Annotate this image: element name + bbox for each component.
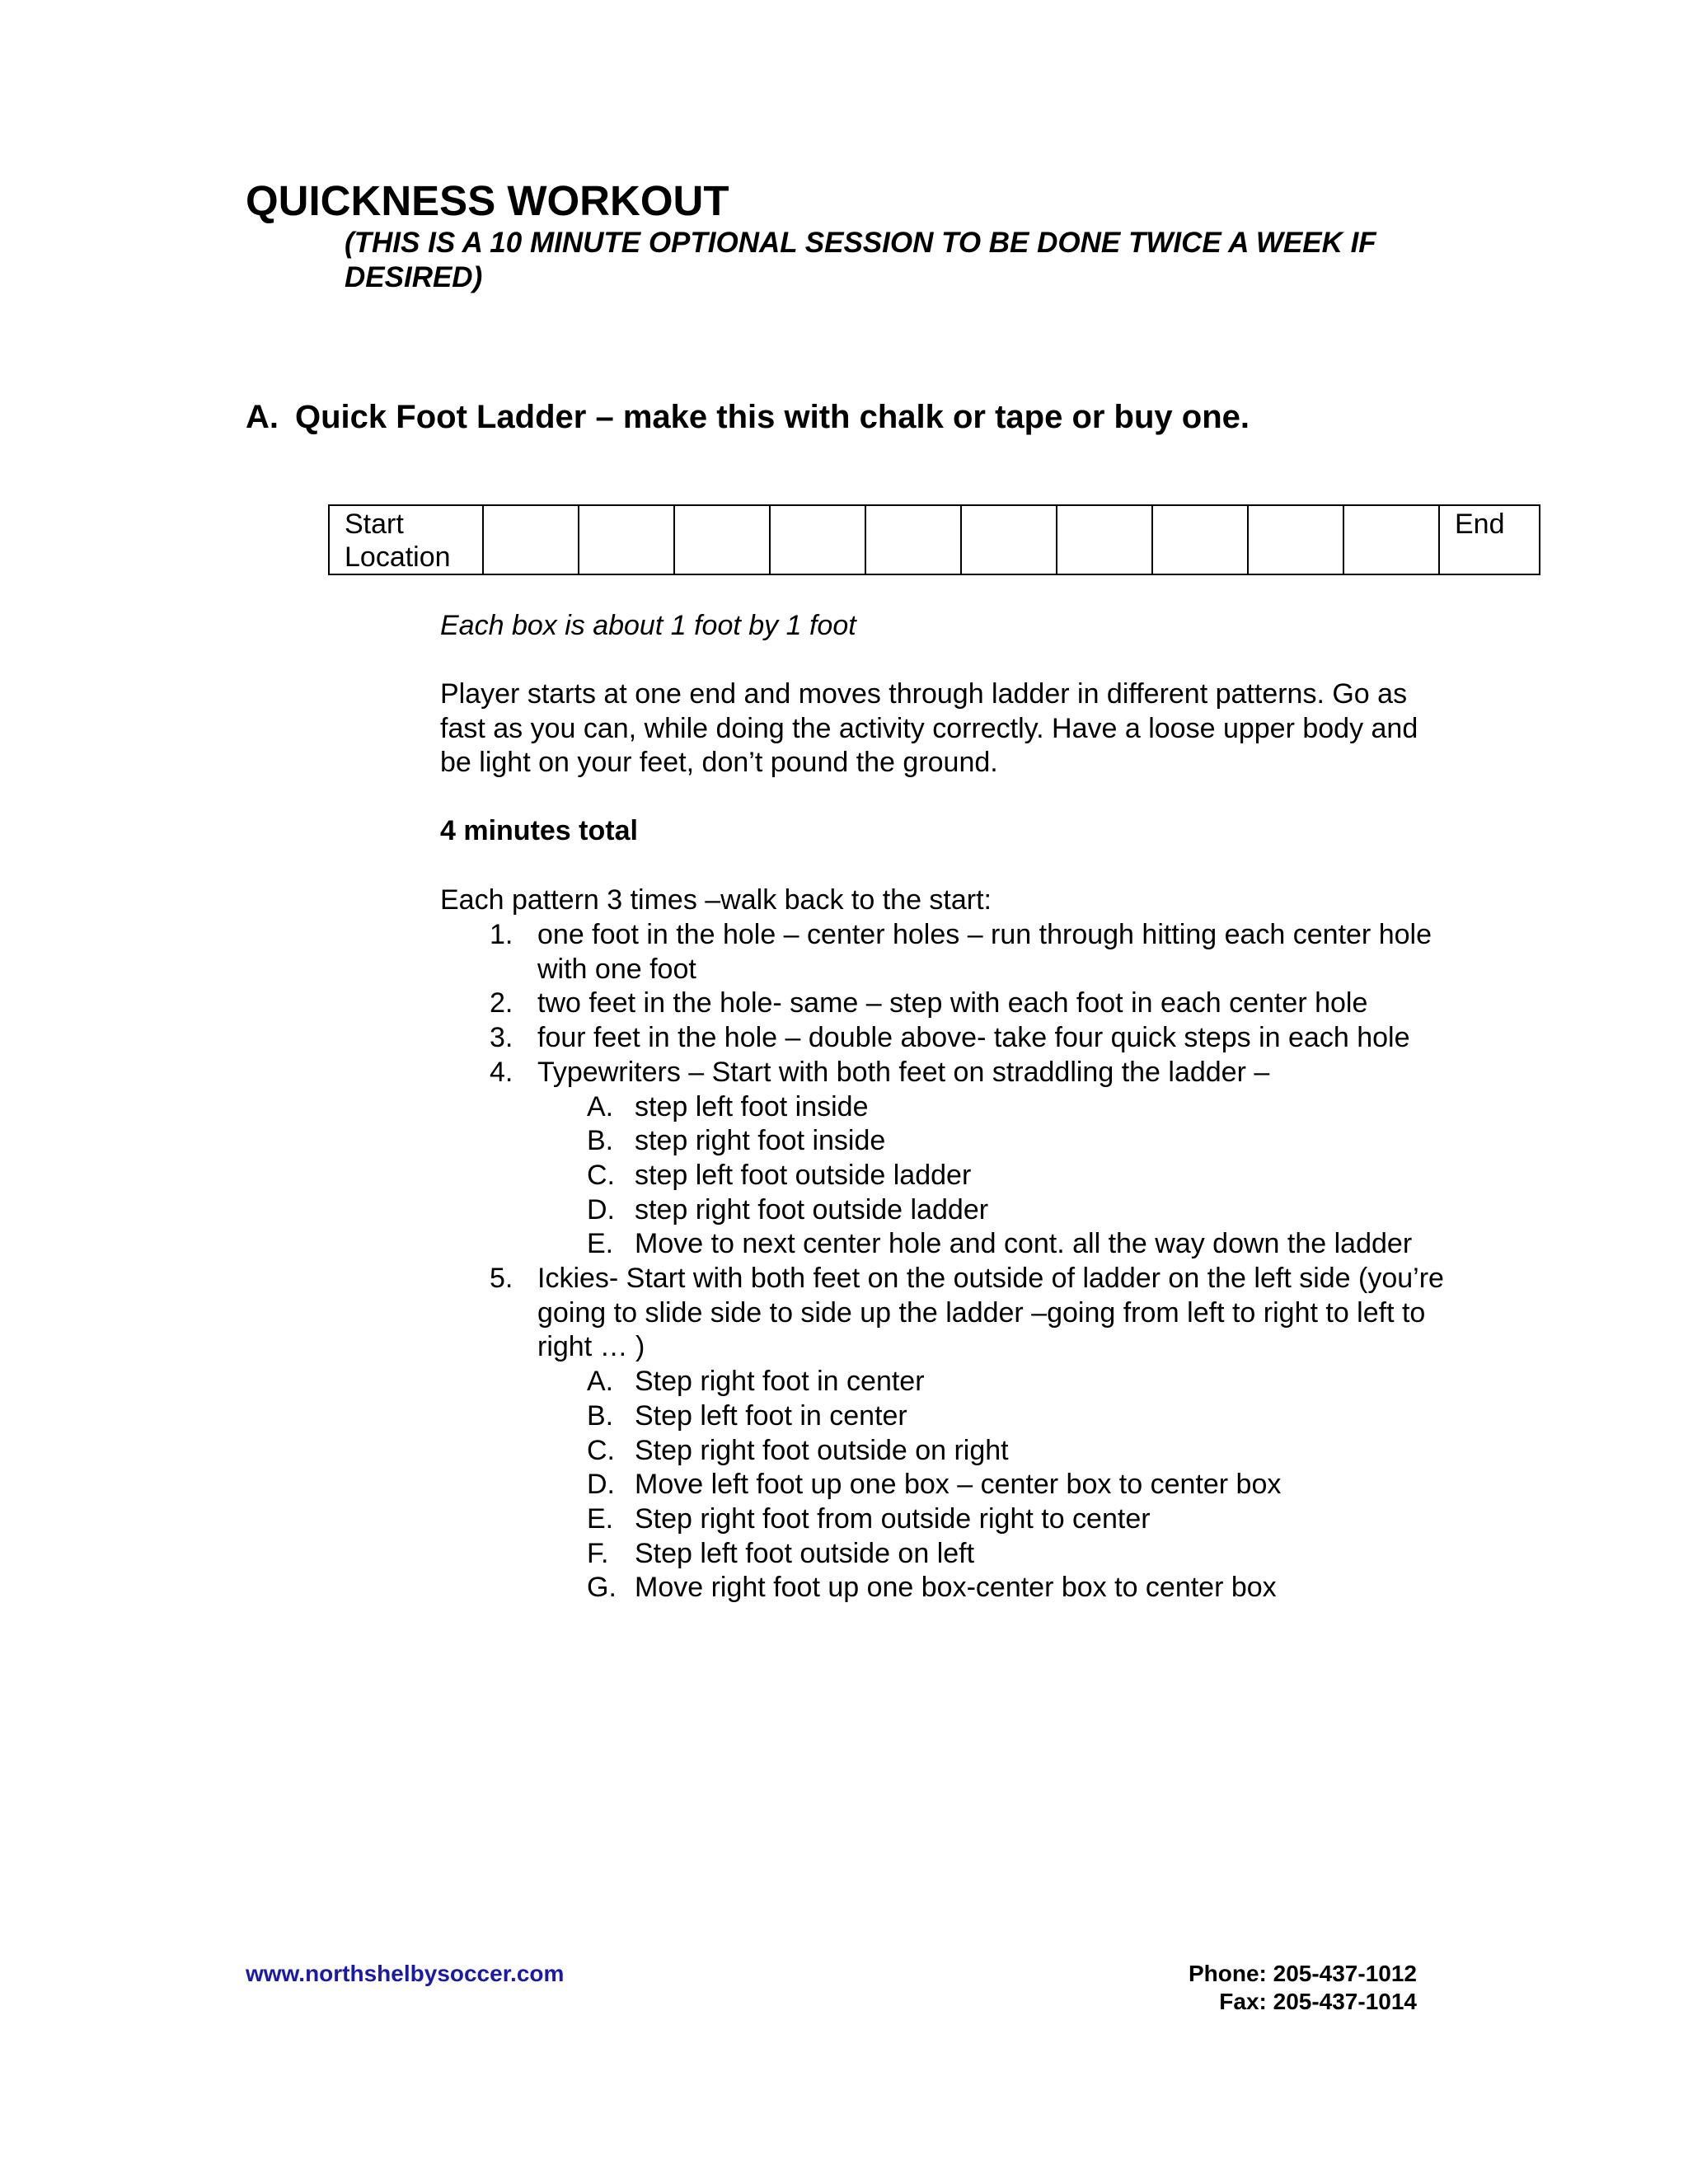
step-item bbox=[537, 1365, 1446, 1399]
pattern-text: Typewriters – Start with both feet on straddling the ladder – bbox=[537, 1056, 1270, 1088]
pattern-text: one foot in the hole – center holes – run through hitting each center hole with one foot bbox=[537, 919, 1432, 985]
step-text: step left foot inside bbox=[635, 1090, 869, 1122]
ladder-box bbox=[579, 505, 674, 574]
intro-paragraph: Player starts at one end and moves through ladder in different patterns. Go as fast as you can, while doing the activity correctly. Have a loose upper body and be light on your feet, don’t pound the ground. bbox=[440, 678, 1418, 779]
ladder-diagram-table bbox=[328, 504, 1540, 575]
page-title: QUICKNESS WORKOUT bbox=[246, 177, 729, 224]
step-letter: D. bbox=[587, 1469, 615, 1501]
step-text: Step right foot from outside right to center bbox=[635, 1502, 1151, 1535]
step-text: Step left foot outside on left bbox=[635, 1537, 975, 1569]
step-item bbox=[537, 1502, 1446, 1537]
step-item bbox=[537, 1159, 1446, 1193]
ladder-box bbox=[1152, 505, 1248, 574]
ladder-box bbox=[961, 505, 1057, 574]
pattern-number: 4. bbox=[490, 1056, 513, 1088]
pattern-item bbox=[440, 1262, 1446, 1605]
pattern-text: Ickies- Start with both feet on the outside of ladder on the left side (you’re going to slide side to side up the ladder –going from left to right to left to right … ) bbox=[537, 1263, 1444, 1363]
footer-phone: Phone: 205-437-1012 bbox=[1188, 1961, 1417, 1986]
step-text: Step right foot in center bbox=[635, 1366, 925, 1398]
step-item bbox=[537, 1227, 1446, 1262]
step-letter: C. bbox=[587, 1159, 615, 1191]
step-text: Step left foot in center bbox=[635, 1399, 907, 1432]
ladder-start-line2: Location bbox=[345, 541, 451, 573]
step-list bbox=[537, 1365, 1446, 1605]
footer-fax: Fax: 205-437-1014 bbox=[1219, 1989, 1417, 2014]
step-letter: E. bbox=[587, 1502, 614, 1535]
ladder-box bbox=[1343, 505, 1439, 574]
step-text: Step right foot outside on right bbox=[635, 1434, 1009, 1466]
duration-text: 4 minutes total bbox=[440, 815, 638, 846]
ladder-box bbox=[770, 505, 865, 574]
step-text: Move right foot up one box-center box to center box bbox=[635, 1572, 1277, 1604]
ladder-start-cell bbox=[329, 505, 483, 574]
step-letter: A. bbox=[587, 1090, 614, 1122]
pattern-item bbox=[440, 918, 1446, 987]
section-marker: A. bbox=[246, 399, 279, 435]
pattern-number: 3. bbox=[490, 1022, 513, 1054]
pattern-number: 5. bbox=[490, 1263, 513, 1295]
footer-website-link[interactable]: www.northshelbysoccer.com bbox=[246, 1961, 565, 1986]
pattern-item bbox=[440, 987, 1446, 1021]
step-item bbox=[537, 1537, 1446, 1572]
ladder-box bbox=[674, 505, 770, 574]
ladder-box bbox=[865, 505, 961, 574]
step-item bbox=[537, 1468, 1446, 1502]
ladder-end-cell: End bbox=[1439, 505, 1540, 574]
pattern-text: four feet in the hole – double above- take four quick steps in each hole bbox=[537, 1022, 1410, 1054]
ladder-box bbox=[1057, 505, 1152, 574]
footer-contact bbox=[1189, 1960, 1417, 2016]
step-letter: C. bbox=[587, 1434, 615, 1466]
step-list bbox=[537, 1090, 1446, 1263]
step-item bbox=[537, 1399, 1446, 1434]
pattern-item bbox=[440, 1056, 1446, 1262]
pattern-item bbox=[440, 1021, 1446, 1056]
page-subtitle: (THIS IS A 10 MINUTE OPTIONAL SESSION TO BE DONE TWICE A WEEK IF DESIRED) bbox=[345, 227, 1376, 293]
ladder-box bbox=[483, 505, 579, 574]
pattern-number: 2. bbox=[490, 987, 513, 1019]
step-letter: B. bbox=[587, 1399, 614, 1432]
pattern-list-intro: Each pattern 3 times –walk back to the start: bbox=[440, 884, 992, 916]
step-text: Move to next center hole and cont. all the way down the ladder bbox=[635, 1228, 1413, 1260]
step-letter: E. bbox=[587, 1228, 614, 1260]
step-item bbox=[537, 1571, 1446, 1605]
pattern-text: two feet in the hole- same – step with each foot in each center hole bbox=[537, 987, 1368, 1019]
step-item bbox=[537, 1090, 1446, 1125]
section-heading-text: Quick Foot Ladder – make this with chalk or tape or buy one. bbox=[295, 399, 1250, 435]
step-letter: G. bbox=[587, 1572, 617, 1604]
step-text: step left foot outside ladder bbox=[635, 1159, 972, 1191]
step-text: Move left foot up one box – center box to center box bbox=[635, 1469, 1282, 1501]
ladder-start-line1: Start bbox=[345, 509, 404, 540]
step-item bbox=[537, 1193, 1446, 1228]
pattern-number: 1. bbox=[490, 919, 513, 950]
pattern-list bbox=[440, 918, 1446, 1605]
step-item bbox=[537, 1434, 1446, 1469]
ladder-row bbox=[329, 505, 1540, 574]
box-size-note: Each box is about 1 foot by 1 foot bbox=[440, 610, 856, 641]
step-letter: B. bbox=[587, 1125, 614, 1157]
step-text: step right foot outside ladder bbox=[635, 1193, 989, 1226]
step-letter: D. bbox=[587, 1193, 615, 1226]
step-letter: A. bbox=[587, 1366, 614, 1398]
step-item bbox=[537, 1124, 1446, 1159]
ladder-box bbox=[1248, 505, 1343, 574]
step-letter: F. bbox=[587, 1537, 609, 1569]
step-text: step right foot inside bbox=[635, 1125, 886, 1157]
section-heading bbox=[246, 397, 1250, 437]
